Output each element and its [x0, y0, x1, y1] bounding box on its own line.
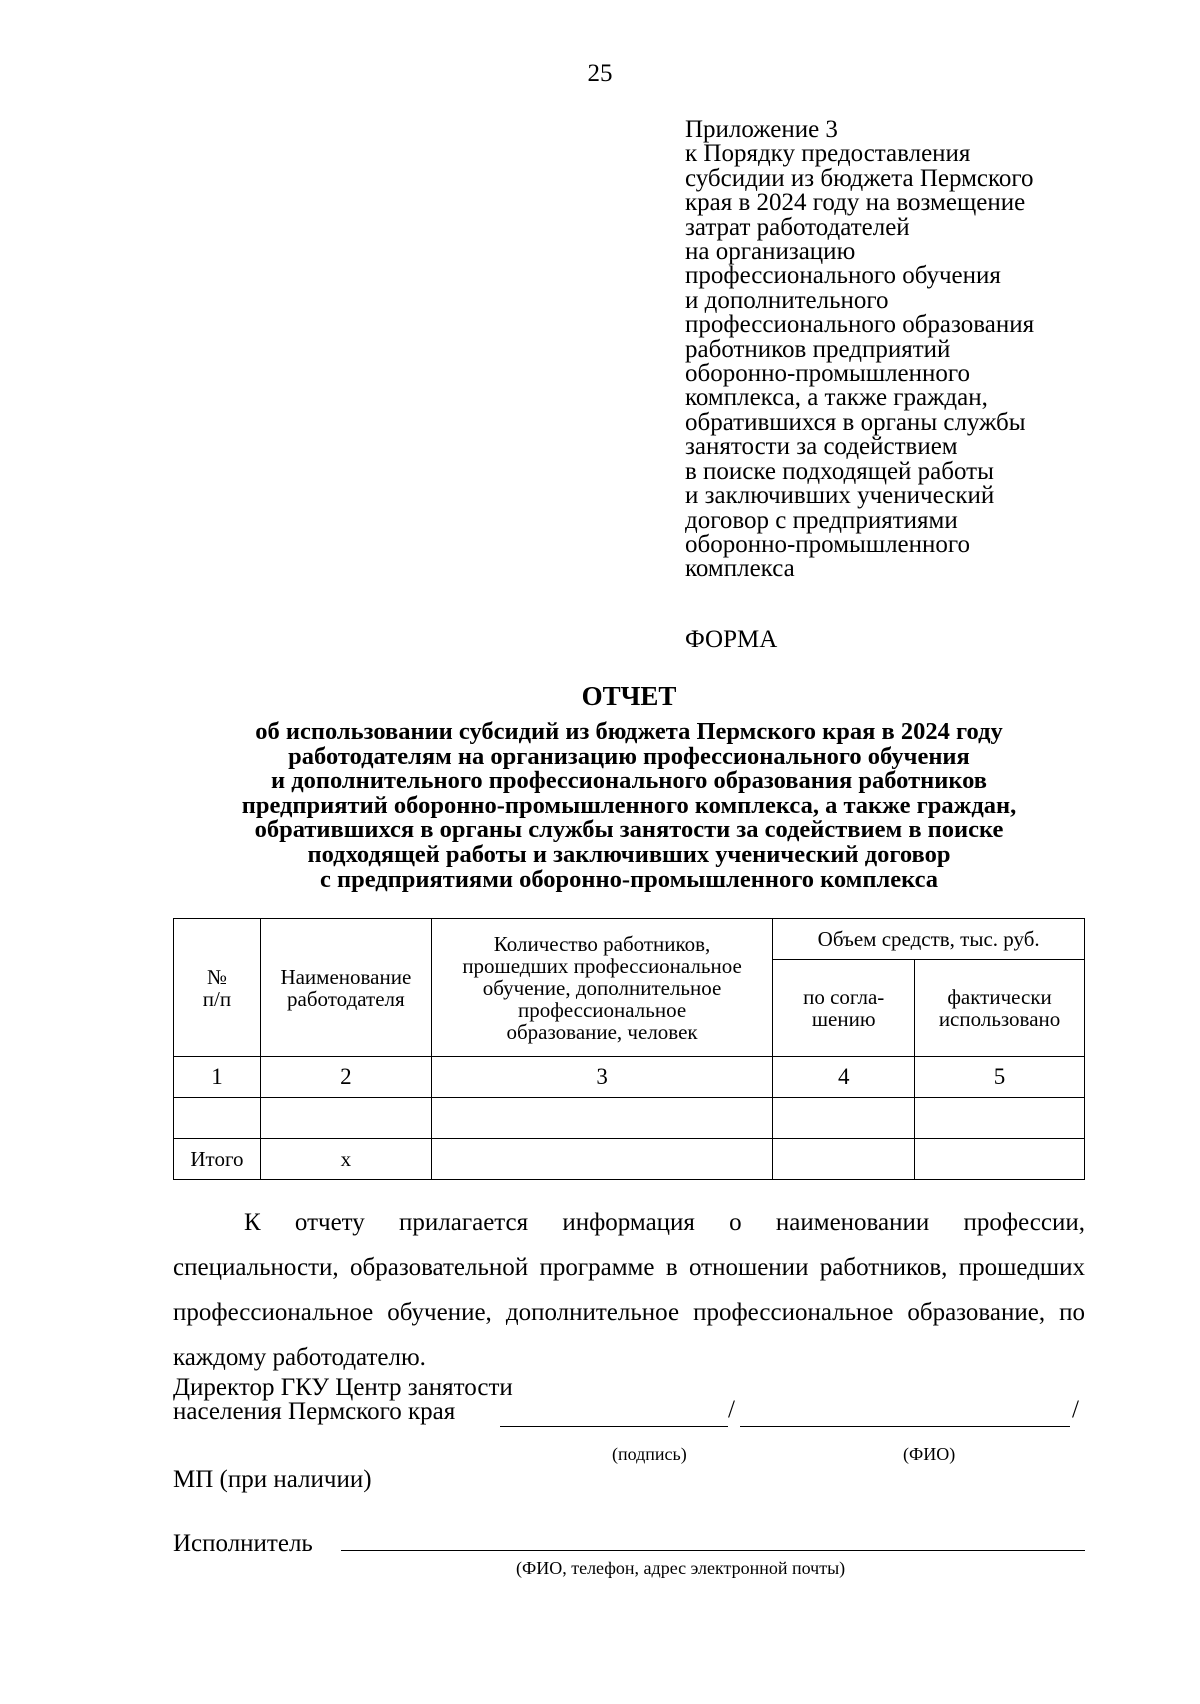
appendix-line: края в 2024 году на возмещение [685, 189, 1026, 217]
appendix-line: к Порядку предоставления [685, 140, 971, 168]
appendix-line: обратившихся в органы службы [685, 408, 1026, 436]
appendix-line: комплекса, а также граждан, [685, 384, 988, 412]
table-row [174, 1057, 1085, 1098]
total-actual-cell[interactable] [915, 1139, 1085, 1180]
header-funds: Объем средств, тыс. руб. [773, 919, 1085, 960]
empty-cell[interactable] [174, 1098, 261, 1139]
executor-label: Исполнитель [173, 1530, 313, 1557]
appendix-line: оборонно-промышленного [685, 530, 971, 558]
table-row [174, 1098, 1085, 1139]
appendix-line: занятости за содействием [685, 433, 958, 461]
director-title [173, 1376, 513, 1424]
report-subtitle [0, 720, 1200, 892]
attachment-paragraph [173, 1200, 1085, 1380]
appendix-line: договор с предприятиями [685, 506, 958, 534]
column-number-cell: 5 [915, 1057, 1085, 1098]
subtitle-line: обратившихся в органы службы занятости за содействием в поиске [254, 816, 1004, 844]
appendix-line: комплекса [685, 555, 795, 583]
empty-cell[interactable] [773, 1098, 915, 1139]
appendix-line: оборонно-промышленного [685, 360, 971, 388]
column-number-cell: 4 [773, 1057, 915, 1098]
table-total-row [174, 1139, 1085, 1180]
attachment-paragraph-text: К отчету прилагается информация о наименовании профессии, специальности, образовательной программе в отношении работников, прошедших профессиональное обучение, дополнительное профессиональное образование, по каждому работодателю. [173, 1209, 1085, 1371]
column-number-cell: 3 [431, 1057, 773, 1098]
appendix-line: Приложение 3 [685, 116, 838, 143]
empty-cell[interactable] [431, 1098, 773, 1139]
appendix-line: затрат работодателей [685, 213, 910, 241]
total-agreement-cell[interactable] [773, 1139, 915, 1180]
signature-line[interactable] [500, 1426, 728, 1427]
appendix-line: субсидии из бюджета Пермского [685, 164, 1034, 192]
director-line: населения Пермского края [173, 1398, 456, 1425]
table-header-row [174, 919, 1085, 960]
page-number: 25 [587, 60, 613, 87]
empty-cell[interactable] [260, 1098, 431, 1139]
appendix-line: и дополнительного [685, 286, 889, 314]
empty-cell[interactable] [915, 1098, 1085, 1139]
total-employer-cell: х [260, 1139, 431, 1180]
header-funds-actual: фактически использовано [915, 960, 1085, 1057]
separator-slash: / [1072, 1396, 1079, 1423]
form-label: ФОРМА [685, 626, 778, 653]
appendix-line: профессионального образования [685, 311, 1035, 339]
subtitle-line: и дополнительного профессионального образования работников [270, 767, 987, 795]
subtitle-line: работодателям на организацию профессионального обучения [288, 742, 970, 770]
appendix-note [685, 118, 1105, 582]
appendix-line: и заключивших ученический [685, 482, 995, 510]
signature-caption: (подпись) [612, 1444, 687, 1464]
name-line[interactable] [740, 1426, 1070, 1427]
separator-slash: / [728, 1396, 735, 1423]
subtitle-line: с предприятиями оборонно-промышленного комплекса [319, 865, 939, 893]
subtitle-line: об использовании субсидий из бюджета Пермского края в 2024 году [255, 718, 1003, 745]
header-number: № п/п [174, 919, 261, 1057]
appendix-line: работников предприятий [685, 335, 951, 363]
total-workers-cell[interactable] [431, 1139, 773, 1180]
appendix-line: на организацию [685, 238, 856, 266]
executor-line[interactable] [341, 1550, 1085, 1551]
header-funds-agreement: по согла- шению [773, 960, 915, 1057]
subtitle-line: подходящей работы и заключивших ученический договор [307, 840, 951, 868]
header-employer: Наименование работодателя [260, 919, 431, 1057]
name-caption: (ФИО) [903, 1444, 956, 1464]
report-title: ОТЧЕТ [581, 681, 677, 711]
header-workers-count: Количество работников, прошедших профессиональное обучение, дополнительное профессиональное образование, человек [431, 919, 773, 1057]
appendix-line: в поиске подходящей работы [685, 457, 994, 485]
appendix-line: профессионального обучения [685, 262, 1001, 290]
total-label-cell: Итого [174, 1139, 261, 1180]
executor-caption: (ФИО, телефон, адрес электронной почты) [516, 1558, 846, 1578]
column-number-cell: 1 [174, 1057, 261, 1098]
report-table [173, 918, 1085, 1180]
column-number-cell: 2 [260, 1057, 431, 1098]
subtitle-line: предприятий оборонно-промышленного комплекса, а также граждан, [241, 791, 1017, 819]
director-line: Директор ГКУ Центр занятости [173, 1374, 513, 1401]
stamp-label: МП (при наличии) [173, 1466, 372, 1493]
